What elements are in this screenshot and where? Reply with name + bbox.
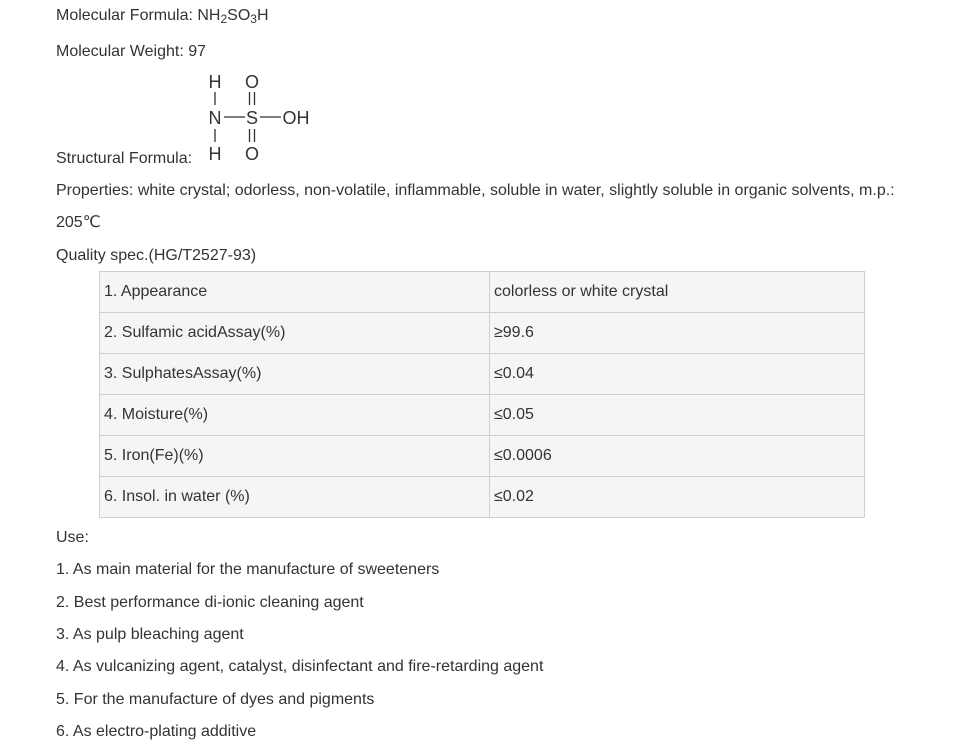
spec-item: 1. Appearance — [100, 272, 490, 313]
structural-formula-label: Structural Formula: — [56, 150, 193, 167]
spec-value: ≤0.04 — [490, 354, 865, 395]
molecular-formula-label: Molecular Formula: — [56, 7, 198, 24]
molecular-formula — [56, 6, 269, 26]
table-row — [100, 395, 865, 436]
table-row — [100, 477, 865, 518]
atom-oh: OH — [282, 108, 310, 128]
formula-part-nh: NH — [197, 7, 221, 24]
use-item: 6. As electro-plating additive — [56, 723, 257, 740]
atom-o-bottom: O — [244, 144, 260, 164]
formula-subscript-3: 3 — [250, 12, 257, 26]
spec-item: 3. SulphatesAssay(%) — [100, 354, 490, 395]
spec-item: 4. Moisture(%) — [100, 395, 490, 436]
use-item: 1. As main material for the manufacture of sweeteners — [56, 561, 440, 578]
structural-formula-diagram — [203, 68, 323, 166]
molecular-weight: Molecular Weight: 97 — [56, 43, 206, 60]
formula-subscript-2: 2 — [220, 12, 228, 26]
spec-item: 6. Insol. in water (%) — [100, 477, 490, 518]
table-row — [100, 354, 865, 395]
spec-value: ≤0.05 — [490, 395, 865, 436]
table-row — [100, 436, 865, 477]
use-title: Use: — [56, 529, 89, 546]
use-item: 5. For the manufacture of dyes and pigments — [56, 691, 375, 708]
quality-spec-table — [99, 271, 865, 518]
table-row — [100, 313, 865, 354]
spec-item: 5. Iron(Fe)(%) — [100, 436, 490, 477]
atom-o-top: O — [244, 72, 260, 92]
use-item: 2. Best performance di-ionic cleaning agent — [56, 594, 364, 611]
properties-line-1: Properties: white crystal; odorless, non-volatile, inflammable, soluble in water, slightly soluble in organic solvents, m.p.: — [56, 182, 895, 199]
spec-value: ≥99.6 — [490, 313, 865, 354]
use-item: 3. As pulp bleaching agent — [56, 626, 244, 643]
spec-value: ≤0.0006 — [490, 436, 865, 477]
atom-h-top: H — [208, 72, 222, 92]
properties-line-2: 205℃ — [56, 214, 101, 231]
spec-value: ≤0.02 — [490, 477, 865, 518]
formula-part-so: SO — [227, 7, 251, 24]
use-item: 4. As vulcanizing agent, catalyst, disinfectant and fire-retarding agent — [56, 658, 544, 675]
quality-spec-title: Quality spec.(HG/T2527-93) — [56, 247, 257, 264]
spec-value: colorless or white crystal — [490, 272, 865, 313]
table-row — [100, 272, 865, 313]
atom-n: N — [208, 108, 222, 128]
atom-s: S — [245, 108, 259, 128]
spec-item: 2. Sulfamic acidAssay(%) — [100, 313, 490, 354]
atom-h-bottom: H — [208, 144, 222, 164]
formula-part-h: H — [256, 7, 269, 24]
